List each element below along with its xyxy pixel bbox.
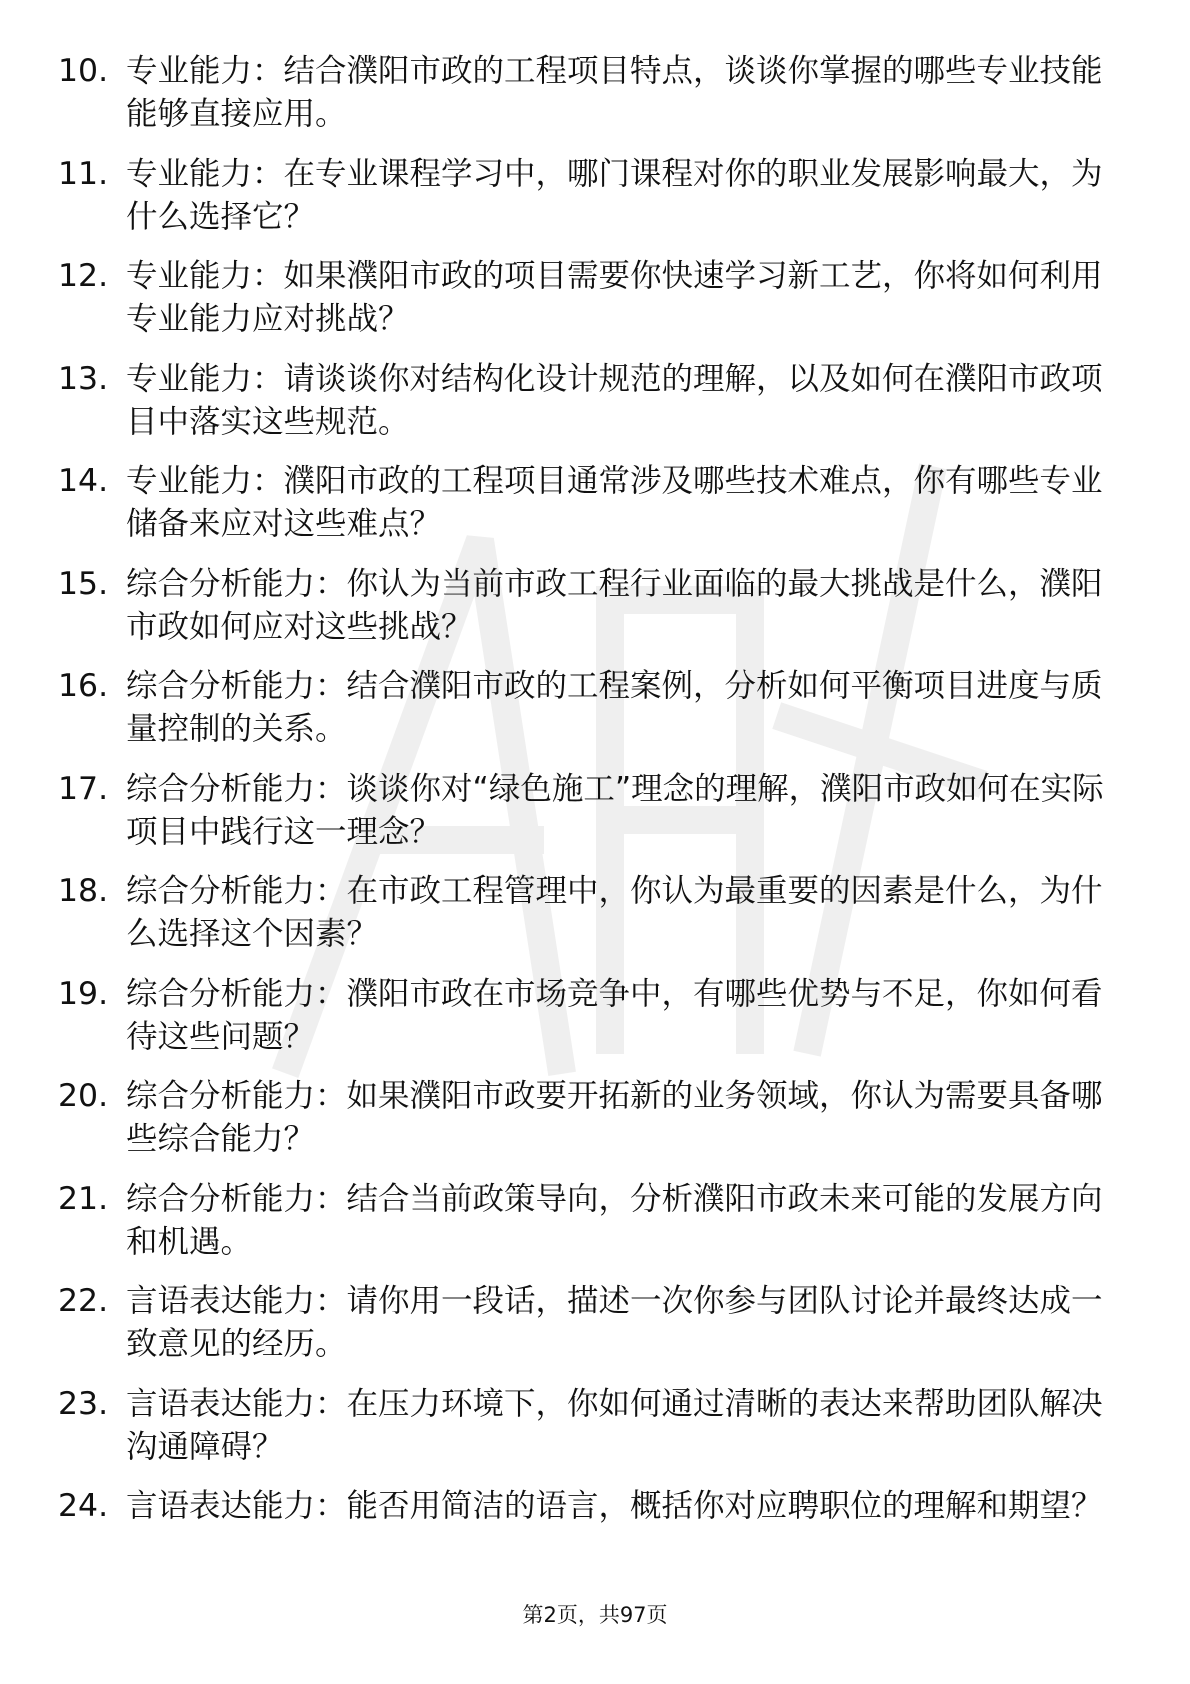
question-item bbox=[58, 1383, 1118, 1486]
question-number: 21. bbox=[58, 1180, 109, 1217]
question-text: 言语表达能力：在压力环境下，你如何通过清晰的表达来帮助团队解决沟通障碍？ bbox=[126, 1385, 1103, 1465]
question-item bbox=[58, 973, 1118, 1076]
question-item bbox=[58, 665, 1118, 768]
question-item bbox=[58, 563, 1118, 666]
question-text: 综合分析能力：结合濮阳市政的工程案例，分析如何平衡项目进度与质量控制的关系。 bbox=[126, 668, 1103, 747]
question-number: 24. bbox=[58, 1488, 109, 1524]
question-item bbox=[58, 1280, 1118, 1383]
page-number: 第2页，共97页 bbox=[522, 1603, 668, 1627]
question-number: 12. bbox=[58, 258, 109, 294]
question-text: 综合分析能力：结合当前政策导向，分析濮阳市政未来可能的发展方向和机遇。 bbox=[126, 1180, 1103, 1260]
question-text: 专业能力：结合濮阳市政的工程项目特点，谈谈你掌握的哪些专业技能能够直接应用。 bbox=[126, 53, 1103, 132]
question-text: 言语表达能力：能否用简洁的语言，概括你对应聘职位的理解和期望？ bbox=[126, 1488, 1103, 1524]
question-text: 专业能力：濮阳市政的工程项目通常涉及哪些技术难点，你有哪些专业储备来应对这些难点？ bbox=[126, 463, 1103, 542]
question-number: 18. bbox=[58, 873, 109, 909]
question-text: 综合分析能力：如果濮阳市政要开拓新的业务领域，你认为需要具备哪些综合能力？ bbox=[126, 1078, 1103, 1157]
question-list bbox=[58, 50, 1118, 1588]
question-text: 言语表达能力：请你用一段话，描述一次你参与团队讨论并最终达成一致意见的经历。 bbox=[126, 1283, 1103, 1362]
question-item bbox=[58, 50, 1118, 153]
question-number: 14. bbox=[58, 463, 109, 499]
question-number: 15. bbox=[58, 565, 109, 602]
question-item bbox=[58, 1075, 1118, 1178]
question-text: 专业能力：如果濮阳市政的项目需要你快速学习新工艺，你将如何利用专业能力应对挑战？ bbox=[126, 258, 1103, 337]
question-number: 17. bbox=[58, 770, 109, 807]
question-number: 22. bbox=[58, 1283, 109, 1319]
question-text: 综合分析能力：谈谈你对“绿色施工”理念的理解，濮阳市政如何在实际项目中践行这一理念？ bbox=[126, 770, 1104, 850]
question-item bbox=[58, 1178, 1118, 1281]
question-item bbox=[58, 768, 1118, 871]
question-text: 综合分析能力：在市政工程管理中，你认为最重要的因素是什么，为什么选择这个因素？ bbox=[126, 873, 1103, 952]
question-number: 13. bbox=[58, 360, 109, 397]
question-text: 专业能力：在专业课程学习中，哪门课程对你的职业发展影响最大，为什么选择它？ bbox=[126, 155, 1103, 235]
question-number: 10. bbox=[58, 53, 109, 89]
question-item bbox=[58, 460, 1118, 563]
question-text: 综合分析能力：濮阳市政在市场竞争中，有哪些优势与不足，你如何看待这些问题？ bbox=[126, 975, 1103, 1055]
question-number: 11. bbox=[58, 155, 109, 192]
question-item bbox=[58, 358, 1118, 461]
question-item bbox=[58, 153, 1118, 256]
question-text: 综合分析能力：你认为当前市政工程行业面临的最大挑战是什么，濮阳市政如何应对这些挑战？ bbox=[126, 565, 1103, 645]
question-number: 19. bbox=[58, 975, 109, 1012]
question-number: 23. bbox=[58, 1385, 109, 1422]
question-item bbox=[58, 255, 1118, 358]
question-number: 20. bbox=[58, 1078, 109, 1114]
question-item bbox=[58, 1485, 1118, 1588]
question-text: 专业能力：请谈谈你对结构化设计规范的理解，以及如何在濮阳市政项目中落实这些规范。 bbox=[126, 360, 1103, 440]
question-item bbox=[58, 870, 1118, 973]
question-number: 16. bbox=[58, 668, 109, 704]
